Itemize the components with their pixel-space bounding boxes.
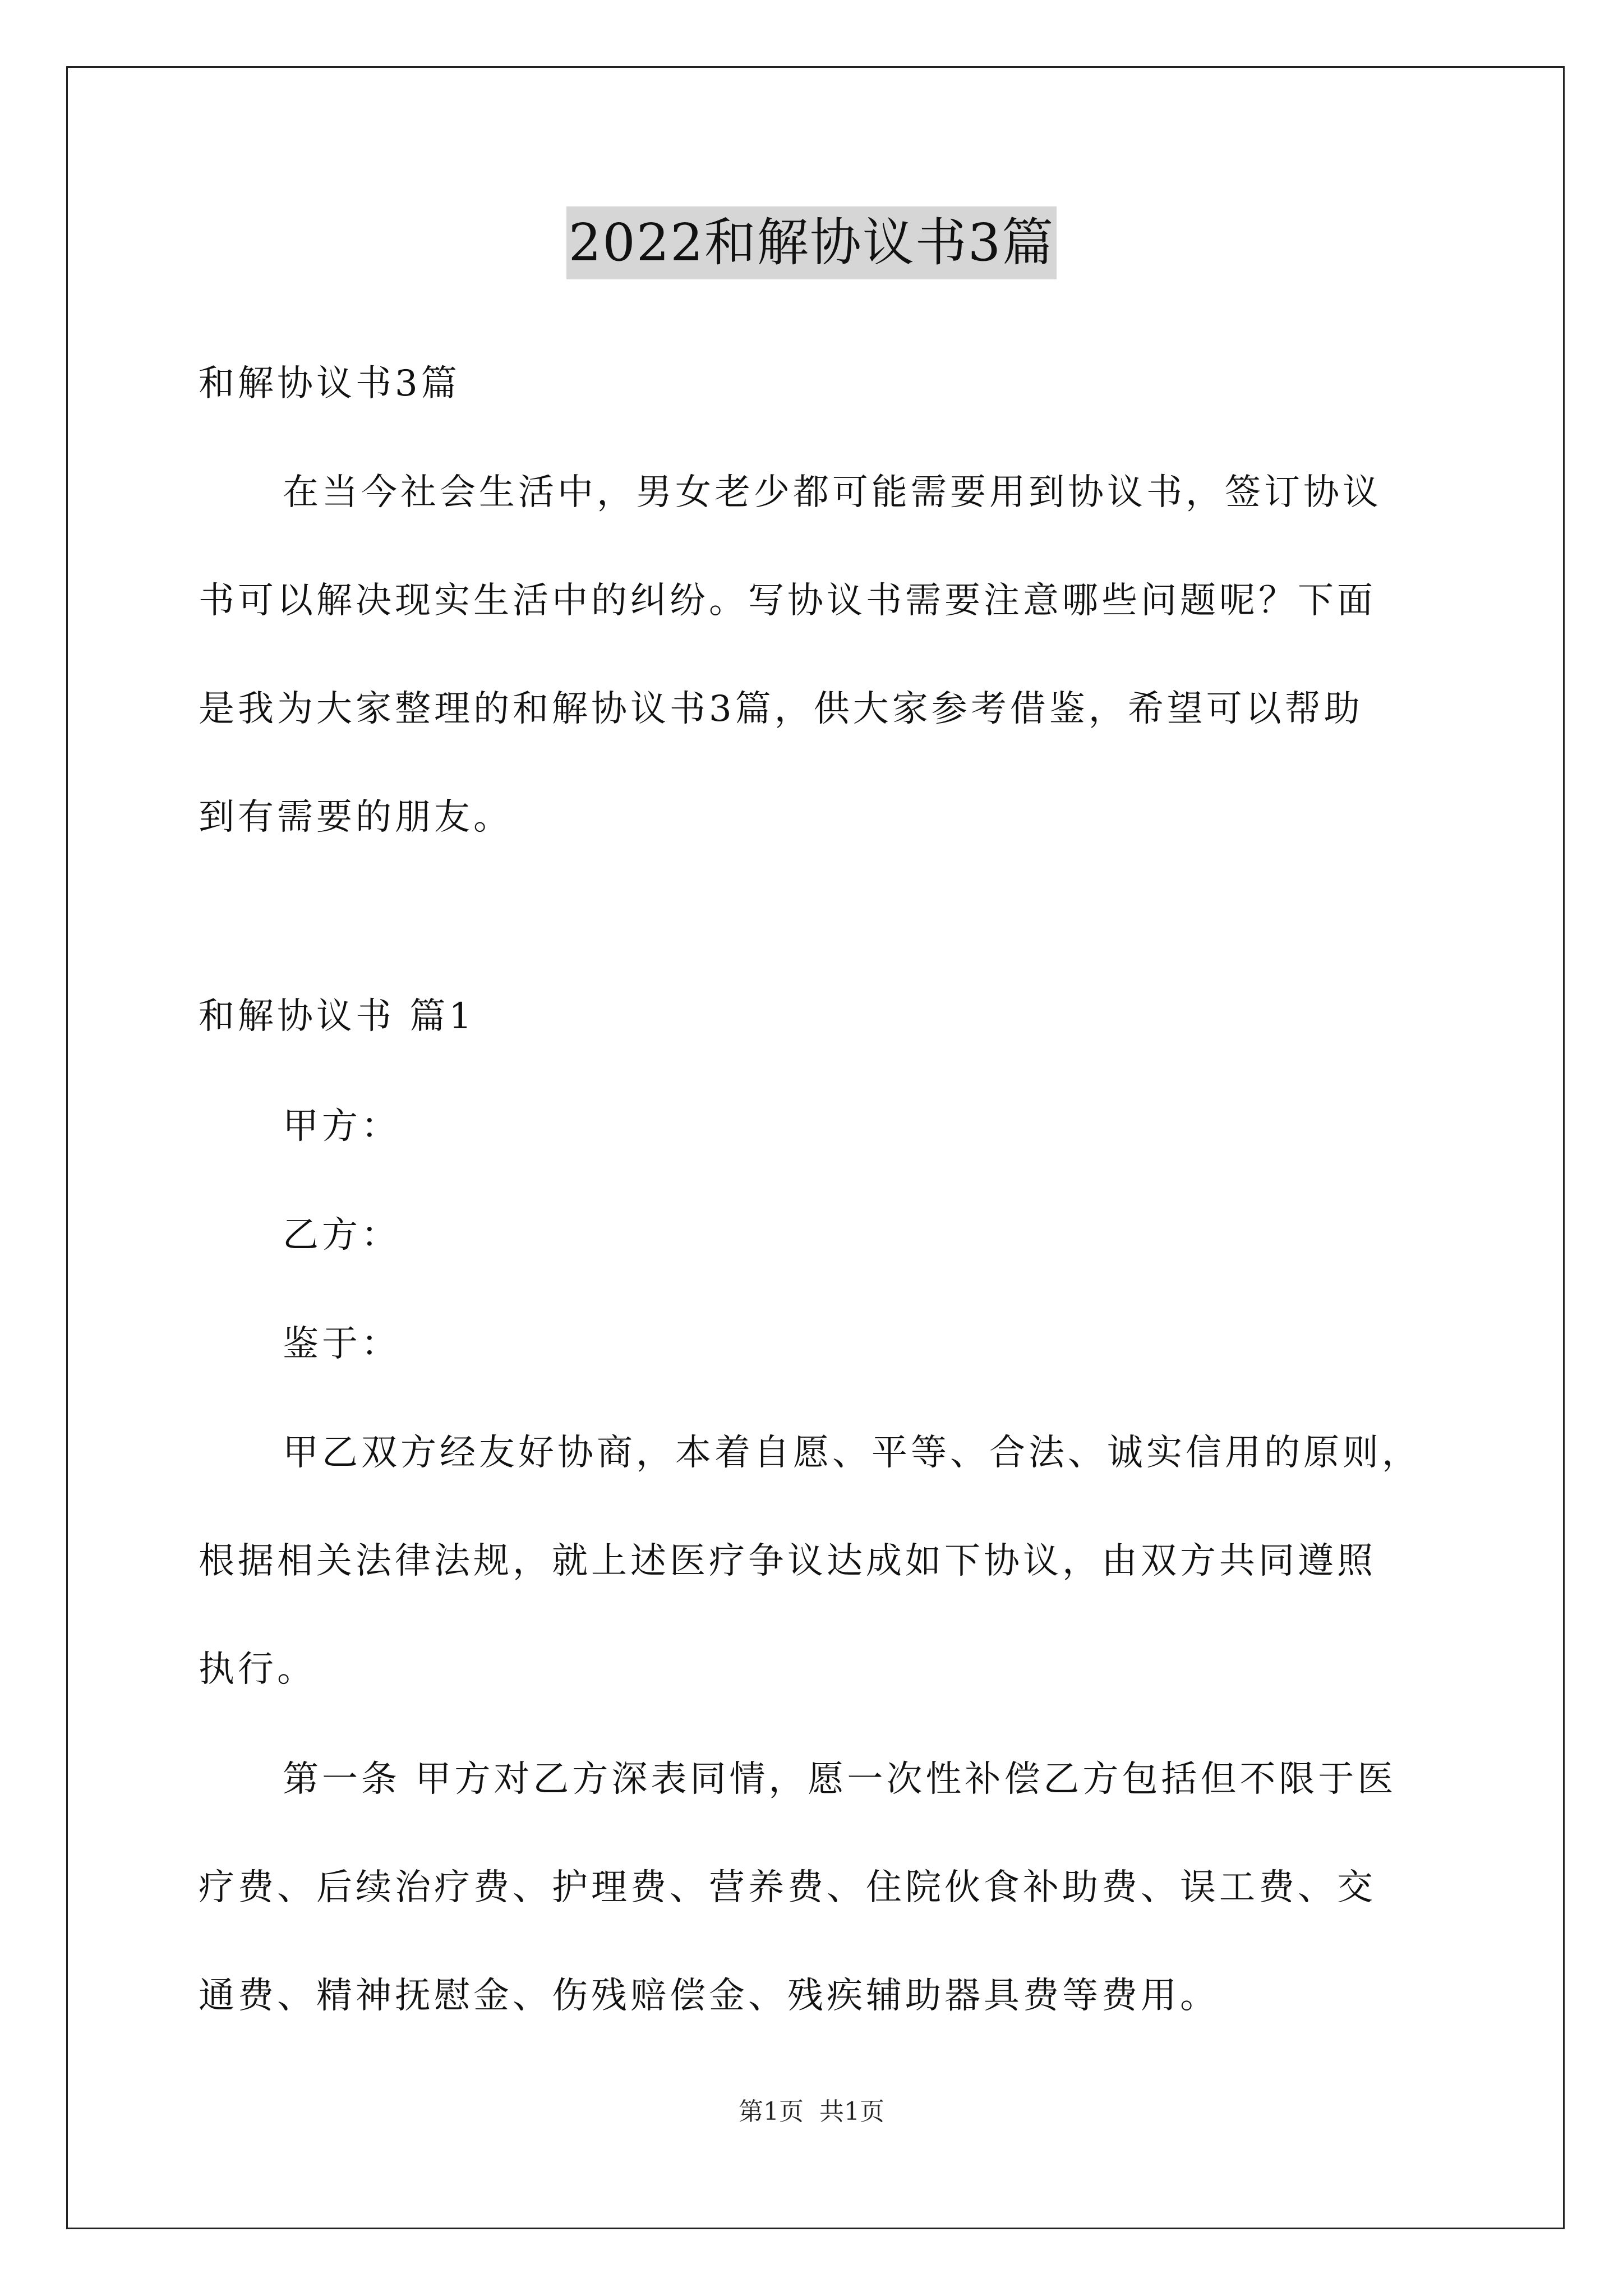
section-heading-text: 和解协议书 篇1 [199, 996, 476, 1037]
agreement-line: 甲乙双方经友好协商，本着自愿、平等、合法、诚实信用的原则， [283, 1432, 1421, 1474]
party-b-line [199, 1181, 1432, 1290]
agreement-paragraph [199, 1399, 1432, 1724]
party-a-line [199, 1073, 1432, 1181]
page-number-current: 第1页 [739, 2097, 804, 2126]
whereas-line [199, 1290, 1432, 1398]
article-line: 通费、精神抚慰金、伤残赔偿金、残疾辅助器具费等费用。 [199, 1975, 1219, 2017]
document-title: 2022和解协议书3篇 [566, 206, 1057, 279]
page-number-total: 共1页 [819, 2097, 884, 2126]
subtitle-text: 和解协议书3篇 [199, 363, 460, 404]
document-subtitle [199, 330, 1432, 438]
whereas-label: 鉴于： [283, 1323, 400, 1365]
article-line: 第一条 甲方对乙方深表同情，愿一次性补偿乙方包括但不限于医 [283, 1759, 1397, 1800]
intro-line: 到有需要的朋友。 [199, 797, 513, 838]
party-a-label: 甲方： [283, 1106, 400, 1147]
party-b-label: 乙方： [283, 1214, 400, 1256]
agreement-line: 根据相关法律法规，就上述医疗争议达成如下协议，由双方共同遵照 [199, 1540, 1376, 1582]
article-one-paragraph [199, 1726, 1432, 2050]
intro-line: 在当今社会生活中，男女老少都可能需要用到协议书，签订协议 [283, 472, 1382, 513]
article-line: 疗费、后续治疗费、护理费、营养费、住院伙食补助费、误工费、交 [199, 1867, 1376, 1908]
intro-paragraph [199, 439, 1432, 872]
page-footer [0, 2091, 1623, 2127]
intro-line: 是我为大家整理的和解协议书3篇，供大家参考借鉴，希望可以帮助 [199, 688, 1363, 730]
title-container [0, 206, 1623, 279]
section-heading [199, 963, 1432, 1071]
intro-line: 书可以解决现实生活中的纠纷。写协议书需要注意哪些问题呢？下面 [199, 580, 1376, 622]
agreement-line: 执行。 [199, 1649, 316, 1690]
